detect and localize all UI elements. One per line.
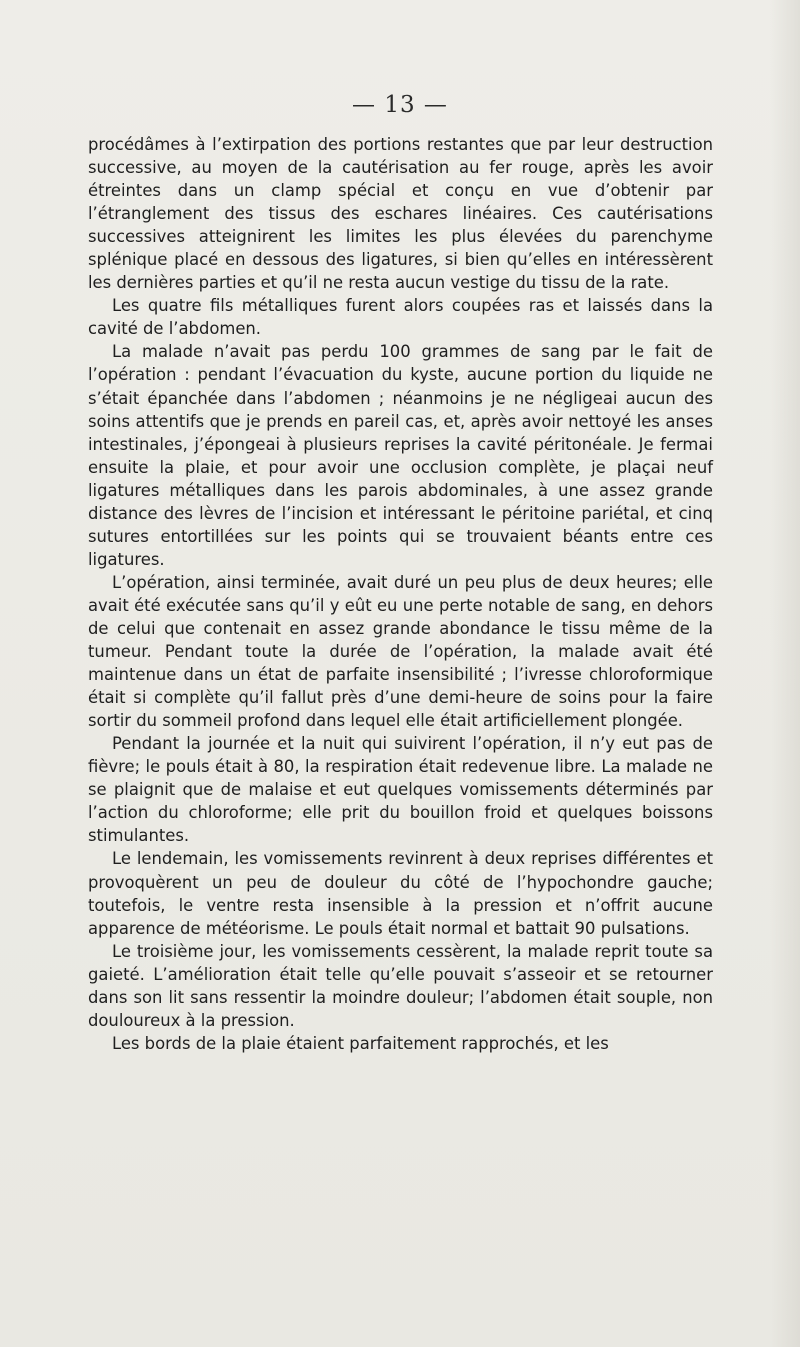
paragraph-4: L’opération, ainsi terminée, avait duré un peu plus de deux heures; elle avait été exécutée sans qu’il y eût eu une perte notable de sang, en dehors de celui que contenait en assez grande abondance le tissu même de la tumeur. Pendant toute la durée de l’opération, la malade avait été maintenue dans un état de parfaite insensibilité ; l’ivresse chloroformique était si complète qu’il fallut près d’une demi-heure de soins pour la faire sortir du sommeil profond dans lequel elle était artificiellement plongée. (88, 572, 713, 731)
page-edge-shadow (770, 0, 800, 1347)
paragraph-1: procédâmes à l’extirpation des portions restantes que par leur destruction successive, au moyen de la cautérisation au fer rouge, après les avoir étreintes dans un clamp spécial et conçu en vue d’obtenir par l’étranglement des tissus des eschares linéaires. Ces cautérisations successives atteignirent les limites les plus élevées du parenchyme splénique placé en dessous des ligatures, si bien qu’elles en intéressèrent les dernières parties et qu’il ne resta aucun vestige du tissu de la rate. (88, 135, 713, 293)
body-text (88, 133, 713, 1055)
paragraph-5: Pendant la journée et la nuit qui suivirent l’opération, il n’y eut pas de fièvre; le pouls était à 80, la respiration était redevenue libre. La malade ne se plaignit que de malaise et eut quelques vomissements déterminés par l’action du chloroforme; elle prit du bouillon froid et quelques boissons stimulantes. (88, 734, 713, 846)
paragraph-2: Les quatre fils métalliques furent alors coupées ras et laissés dans la cavité de l’abdomen. (88, 296, 713, 339)
page-number: — 13 — (352, 92, 448, 118)
paragraph-8: Les bords de la plaie étaient parfaitement rapprochés, et les (112, 1033, 609, 1053)
paragraph-6: Le lendemain, les vomissements revinrent à deux reprises différentes et provoquèrent un peu de douleur du côté de l’hypochondre gauche; toutefois, le ventre resta insensible à la pression et n’offrit aucune apparence de météorisme. Le pouls était normal et battait 90 pulsations. (88, 849, 713, 938)
paragraph-3: La malade n’avait pas perdu 100 grammes de sang par le fait de l’opération : pendant l’évacuation du kyste, aucune portion du liquide ne s’était épanchée dans l’abdomen ; néanmoins je ne négligeai aucun des soins attentifs que je prends en pareil cas, et, après avoir nettoyé les anses intestinales, j’épongeai à plusieurs reprises la cavité péritonéale. Je fermai ensuite la plaie, et pour avoir une occlusion complète, je plaçai neuf ligatures métalliques dans les parois abdominales, à une assez grande distance des lèvres de l’incision et intéressant le péritoine pariétal, et cinq sutures entortillées sur les points qui se trouvaient béants entre ces ligatures. (88, 342, 713, 569)
paragraph-7: Le troisième jour, les vomissements cessèrent, la malade reprit toute sa gaieté. L’amélioration était telle qu’elle pouvait s’asseoir et se retourner dans son lit sans ressentir la moindre douleur; l’abdomen était souple, non douloureux à la pression. (88, 941, 713, 1030)
